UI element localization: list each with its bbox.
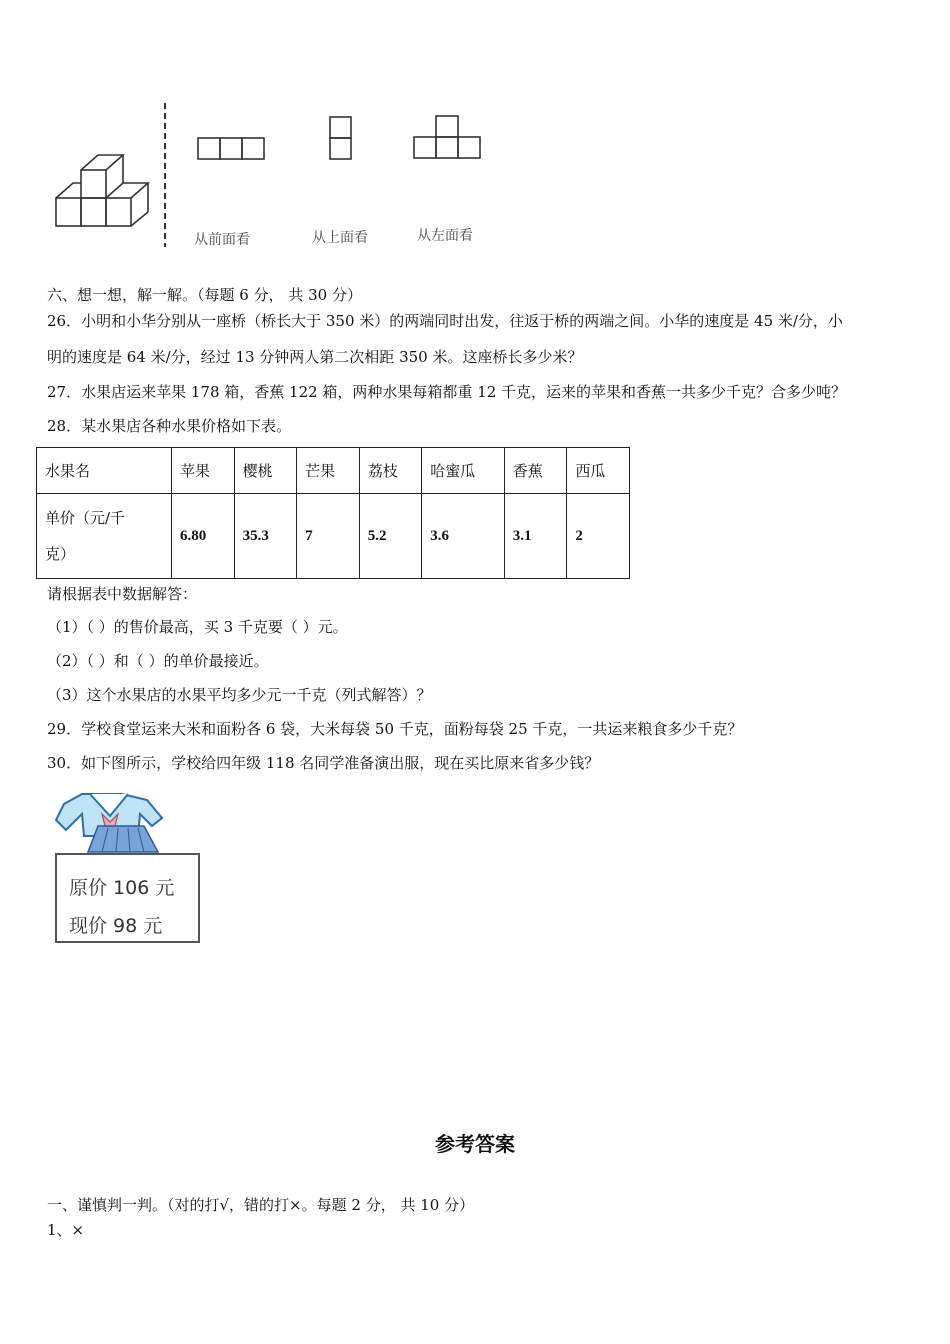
price-label-line2: 克）	[45, 545, 76, 563]
table-cell: 西瓜	[567, 448, 630, 494]
table-cell: 7	[297, 494, 360, 579]
table-cell: 苹果	[172, 448, 235, 494]
table-cell: 2	[567, 494, 630, 579]
question-28-part1: （1）（ ）的售价最高，买 3 千克要（ ）元。	[47, 618, 348, 636]
question-28-intro: 请根据表中数据解答：	[47, 585, 198, 603]
front-view-drawing	[198, 138, 264, 159]
top-view-drawing	[330, 117, 351, 159]
costume-illustration	[52, 786, 170, 854]
question-28-part2: （2）（ ）和（ ）的单价最接近。	[47, 652, 269, 670]
table-cell: 6.80	[172, 494, 235, 579]
answer-1: 1、×	[47, 1221, 85, 1239]
fruit-price-table	[36, 447, 630, 579]
left-view-label: 从左面看	[417, 228, 473, 244]
question-30: 30．如下图所示，学校给四年级 118 名同学准备演出服，现在买比原来省多少钱？	[47, 754, 600, 772]
table-price-label	[37, 494, 172, 579]
skirt-drawing	[88, 826, 158, 852]
table-header-label: 水果名	[37, 448, 172, 494]
question-28-part3: （3）这个水果店的水果平均多少元一千克（列式解答）？	[47, 686, 432, 704]
question-26-line2: 明的速度是 64 米/分，经过 13 分钟两人第二次相距 350 米。这座桥长多少米？	[47, 348, 583, 366]
front-view-label: 从前面看	[194, 232, 250, 248]
table-row	[37, 448, 630, 494]
table-cell: 3.1	[504, 494, 567, 579]
question-27: 27．水果店运来苹果 178 箱，香蕉 122 箱，两种水果每箱都重 12 千克，运来的苹果和香蕉一共多少千克？合多少吨？	[47, 383, 847, 401]
table-cell: 5.2	[359, 494, 422, 579]
question-29: 29．学校食堂运来大米和面粉各 6 袋，大米每袋 50 千克，面粉每袋 25 千克，一共运来粮食多少千克？	[47, 720, 743, 738]
table-cell: 芒果	[297, 448, 360, 494]
table-cell: 35.3	[234, 494, 297, 579]
question-28: 28．某水果店各种水果价格如下表。	[47, 417, 292, 435]
question-26-line1: 26．小明和小华分别从一座桥（桥长大于 350 米）的两端同时出发，往返于桥的两端之间。小华的速度是 45 米/分，小	[47, 312, 843, 330]
current-price: 现价 98 元	[69, 915, 163, 937]
original-price: 原价 106 元	[69, 877, 175, 899]
table-cell: 哈蜜瓜	[422, 448, 505, 494]
table-row	[37, 494, 630, 579]
cube-views-figure	[40, 95, 510, 260]
left-view-drawing	[414, 116, 480, 158]
table-cell: 荔枝	[359, 448, 422, 494]
table-cell: 香蕉	[504, 448, 567, 494]
price-label-line1: 单价（元/千	[45, 509, 126, 527]
cube-stack-drawing	[56, 155, 148, 226]
top-view-label: 从上面看	[312, 230, 368, 246]
price-card	[55, 853, 200, 943]
answers-section1-heading: 一、谨慎判一判。（对的打√，错的打×。每题 2 分， 共 10 分）	[47, 1196, 475, 1214]
answers-title: 参考答案	[435, 1132, 515, 1156]
table-cell: 3.6	[422, 494, 505, 579]
section-heading: 六、想一想，解一解。（每题 6 分， 共 30 分）	[47, 286, 362, 304]
table-cell: 樱桃	[234, 448, 297, 494]
